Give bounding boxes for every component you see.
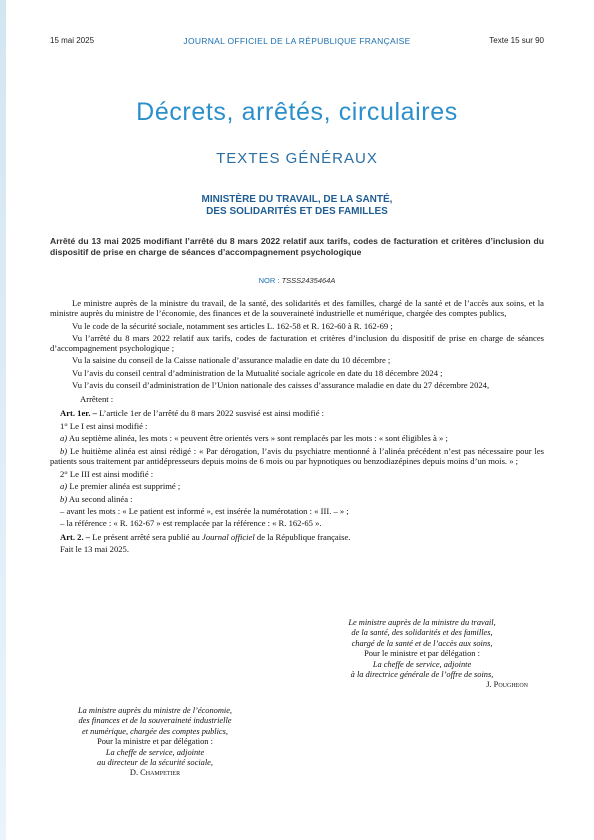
item-1a	[50, 433, 544, 443]
arretent-line: Arrêtent :	[80, 394, 114, 405]
header-page-number: Texte 15 sur 90	[489, 36, 544, 45]
item-1b-label: b)	[60, 445, 68, 456]
signatory-name: D. Champetier	[129, 768, 181, 778]
signature-line: La cheffe de service, adjointe	[105, 747, 205, 757]
section-title: Décrets, arrêtés, circulaires	[136, 98, 458, 126]
signature-line: au directeur de la sécurité sociale,	[97, 758, 213, 768]
visa-paragraph: Vu l’avis du conseil central d’administration de la Mutualité sociale agricole en date du 18 décembre 2024 ;	[72, 367, 443, 378]
article-2-text-pre: Le présent arrêté sera publié au	[92, 531, 200, 542]
signature-line: à la directrice générale de l’offre de soins,	[350, 670, 494, 680]
signature-line: des finances et de la souveraineté industrielle	[78, 716, 232, 726]
item-2b	[50, 494, 544, 504]
document-body	[50, 298, 544, 556]
signature-line: et numérique, chargée des comptes publics,	[82, 726, 228, 736]
nor-value: TSSS2435464A	[281, 276, 336, 285]
nor-reference	[0, 276, 594, 285]
ministry-line-1: MINISTÈRE DU TRAVAIL, DE LA SANTÉ,	[201, 194, 393, 205]
article-2-text-post: de la République française.	[256, 531, 351, 542]
visa-paragraph: Vu l’avis du conseil d’administration de l’Union nationale des caisses d’assurance maladie en date du 27 décembre 2024,	[72, 380, 490, 391]
nor-label: NOR :	[258, 276, 280, 285]
visa-paragraph: Vu le code de la sécurité sociale, notamment ses articles L. 162-58 et R. 162-60 à R. 162-69 ;	[72, 320, 393, 331]
item-1a-label: a)	[60, 433, 68, 444]
ministry-line-2: DES SOLIDARITÉS ET DES FAMILLES	[206, 206, 388, 217]
signature-line: Le ministre auprès de la ministre du travail,	[348, 618, 496, 627]
visa-paragraph: Vu la saisine du conseil de la Caisse nationale d’assurance maladie en date du 10 décembre ;	[72, 355, 391, 366]
signature-block-health	[300, 618, 544, 691]
section-subtitle: TEXTES GÉNÉRAUX	[216, 150, 378, 167]
article-2-label: Art. 2. –	[60, 531, 91, 542]
subsection-2: 2° Le III est ainsi modifié :	[60, 469, 154, 480]
item-1b-text: Le huitième alinéa est ainsi rédigé : « Par dérogation, l’avis du psychiatre mentionné à l’alinéa précédent n’est pas nécessaire pour les patients sous traitement par antidépresseurs depuis moins de 6 mois ou par hypnotiques ou benzodiazépines depuis moins d’un mois. » ;	[50, 445, 544, 466]
item-2a-label: a)	[60, 481, 68, 492]
arrete-title: Arrêté du 13 mai 2025 modifiant l’arrêté du 8 mars 2022 relatif aux tarifs, codes de facturation et critères d’inclusion du dispositif de prise en charge de séances d’accompagnement psychologique	[50, 236, 544, 257]
subsection-1: 1° Le I est ainsi modifié :	[60, 420, 148, 431]
item-2b-label: b)	[60, 493, 68, 504]
item-2b-text: Au second alinéa :	[68, 493, 133, 504]
item-2a-text: Le premier alinéa est supprimé ;	[69, 481, 181, 492]
article-1-label: Art. 1er. –	[60, 407, 97, 418]
signature-line: Pour la ministre et par délégation :	[97, 737, 213, 747]
signature-line: chargé de la santé et de l’accès aux soins,	[351, 638, 493, 648]
ministry-name	[0, 194, 594, 218]
preamble-paragraph: Le ministre auprès de la ministre du travail, de la santé, des solidarités et des familles, chargé de la santé et de l’accès aux soins, et la ministre auprès du ministre de l’économie, des finances et de la souveraineté industrielle et numérique, chargée des comptes publics,	[50, 298, 544, 319]
article-1-text: L’article 1er de l’arrêté du 8 mars 2022 susvisé est ainsi modifié :	[99, 407, 325, 418]
signature-line: Pour le ministre et par délégation :	[364, 649, 480, 659]
dash-item: – la référence : « R. 162-67 » est remplacée par la référence : « R. 162-65 ».	[60, 518, 322, 529]
header-date: 15 mai 2025	[50, 36, 95, 45]
fait-line: Fait le 13 mai 2025.	[60, 543, 129, 554]
signature-line: La cheffe de service, adjointe	[372, 659, 472, 669]
header-journal: JOURNAL OFFICIEL DE LA RÉPUBLIQUE FRANÇAISE	[183, 36, 411, 46]
visa-paragraph: Vu l’arrêté du 8 mars 2022 relatif aux tarifs, codes de facturation et critères d’inclusion du dispositif de prise en charge de séances d’accompagnement psychologique ;	[50, 332, 544, 354]
item-1b	[50, 446, 544, 467]
article-2-journal: Journal officiel	[202, 531, 255, 542]
item-1a-text: Au septième alinéa, les mots : « peuvent être orientés vers » sont remplacés par les mots : « sont éligibles à » ;	[68, 433, 448, 444]
item-2a	[50, 481, 544, 491]
signature-line: de la santé, des solidarités et des familles,	[351, 628, 493, 638]
signatory-name: J. Pougheon	[486, 680, 528, 690]
article-1	[50, 408, 544, 418]
article-2	[50, 532, 544, 542]
signature-line: La ministre auprès du ministre de l’économie,	[77, 706, 233, 715]
page-header	[50, 36, 544, 48]
dash-item: – avant les mots : « Le patient est informé », est insérée la numérotation : « III. – » ;	[60, 506, 349, 517]
signature-block-public-accounts	[40, 706, 270, 779]
